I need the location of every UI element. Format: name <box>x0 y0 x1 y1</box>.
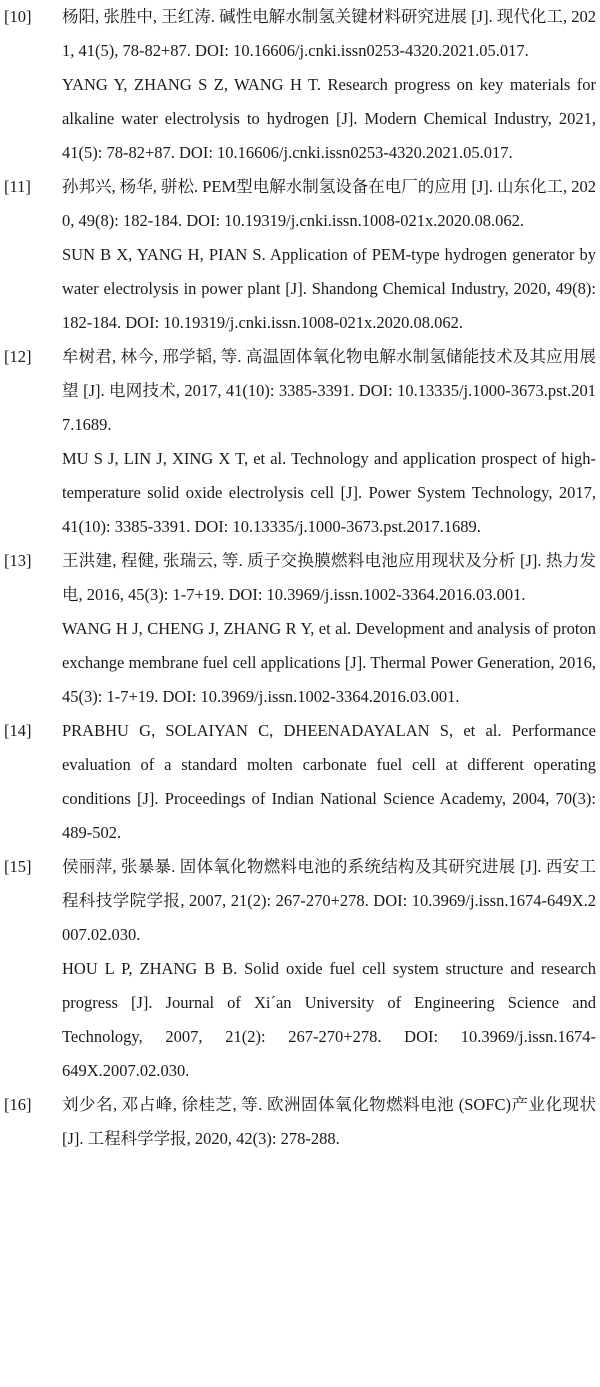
reference-citation-english: WANG H J, CHENG J, ZHANG R Y, et al. Development and analysis of proton exchange membrane fuel cell applications [J]. Thermal Power Generation, 2016, 45(3): 1-7+19. DOI: 10.3969/j.issn.1002-3364.2016.03.001. <box>62 619 596 706</box>
reference-citation-chinese: 孙邦兴, 杨华, 骈松. PEM型电解水制氢设备在电厂的应用 [J]. 山东化工, 2020, 49(8): 182-184. DOI: 10.19319/j.cnki.issn.1008-021x.2020.08.062. <box>62 177 596 230</box>
reference-entry-10 <box>0 0 596 170</box>
reference-body <box>62 544 596 714</box>
reference-number: [10] <box>4 7 32 26</box>
reference-citation-chinese: 王洪建, 程健, 张瑞云, 等. 质子交换膜燃料电池应用现状及分析 [J]. 热力发电, 2016, 45(3): 1-7+19. DOI: 10.3969/j.issn.1002-3364.2016.03.001. <box>62 551 596 604</box>
reference-citation-english: MU S J, LIN J, XING X T, et al. Technology and application prospect of high-temperature solid oxide electrolysis cell [J]. Power System Technology, 2017, 41(10): 3385-3391. DOI: 10.13335/j.1000-3673.pst.2017.1689. <box>62 449 596 536</box>
reference-citation-english: YANG Y, ZHANG S Z, WANG H T. Research progress on key materials for alkaline water electrolysis to hydrogen [J]. Modern Chemical Industry, 2021, 41(5): 78-82+87. DOI: 10.16606/j.cnki.issn0253-4320.2021.05.017. <box>62 75 596 162</box>
reference-body <box>62 170 596 340</box>
reference-citation-chinese: 侯丽萍, 张暴暴. 固体氧化物燃料电池的系统结构及其研究进展 [J]. 西安工程科技学院学报, 2007, 21(2): 267-270+278. DOI: 10.3969/j.issn.1674-649X.2007.02.030. <box>62 857 596 944</box>
reference-entry-13 <box>0 544 596 714</box>
reference-number: [15] <box>4 857 32 876</box>
reference-number: [13] <box>4 551 32 570</box>
reference-citation-english: PRABHU G, SOLAIYAN C, DHEENADAYALAN S, et al. Performance evaluation of a standard molten carbonate fuel cell at different operating conditions [J]. Proceedings of Indian National Science Academy, 2004, 70(3): 489-502. <box>62 721 596 842</box>
reference-number: [11] <box>4 177 31 196</box>
reference-body <box>62 850 596 1088</box>
reference-number: [14] <box>4 721 32 740</box>
reference-entry-14 <box>0 714 596 850</box>
reference-body <box>62 0 596 170</box>
reference-citation-chinese: 牟树君, 林今, 邢学韬, 等. 高温固体氧化物电解水制氢储能技术及其应用展望 [J]. 电网技术, 2017, 41(10): 3385-3391. DOI: 10.13335/j.1000-3673.pst.2017.1689. <box>62 347 596 434</box>
reference-number: [16] <box>4 1095 32 1114</box>
reference-entry-12 <box>0 340 596 544</box>
reference-body <box>62 340 596 544</box>
reference-citation-english: HOU L P, ZHANG B B. Solid oxide fuel cell system structure and research progress [J]. Journal of Xi´an University of Engineering Science and Technology, 2007, 21(2): 267-270+278. DOI: 10.3969/j.issn.1674-649X.2007.02.030. <box>62 959 596 1080</box>
reference-entry-16 <box>0 1088 596 1156</box>
reference-citation-chinese: 刘少名, 邓占峰, 徐桂芝, 等. 欧洲固体氧化物燃料电池 (SOFC)产业化现状 [J]. 工程科学学报, 2020, 42(3): 278-288. <box>62 1095 596 1148</box>
reference-entry-11 <box>0 170 596 340</box>
reference-citation-chinese: 杨阳, 张胜中, 王红涛. 碱性电解水制氢关键材料研究进展 [J]. 现代化工, 2021, 41(5), 78-82+87. DOI: 10.16606/j.cnki.issn0253-4320.2021.05.017. <box>62 7 596 60</box>
reference-number: [12] <box>4 347 32 366</box>
reference-entry-15 <box>0 850 596 1088</box>
reference-citation-english: SUN B X, YANG H, PIAN S. Application of PEM-type hydrogen generator by water electrolysis in power plant [J]. Shandong Chemical Industry, 2020, 49(8): 182-184. DOI: 10.19319/j.cnki.issn.1008-021x.2020.08.062. <box>62 245 596 332</box>
reference-body <box>62 714 596 850</box>
reference-body <box>62 1088 596 1156</box>
